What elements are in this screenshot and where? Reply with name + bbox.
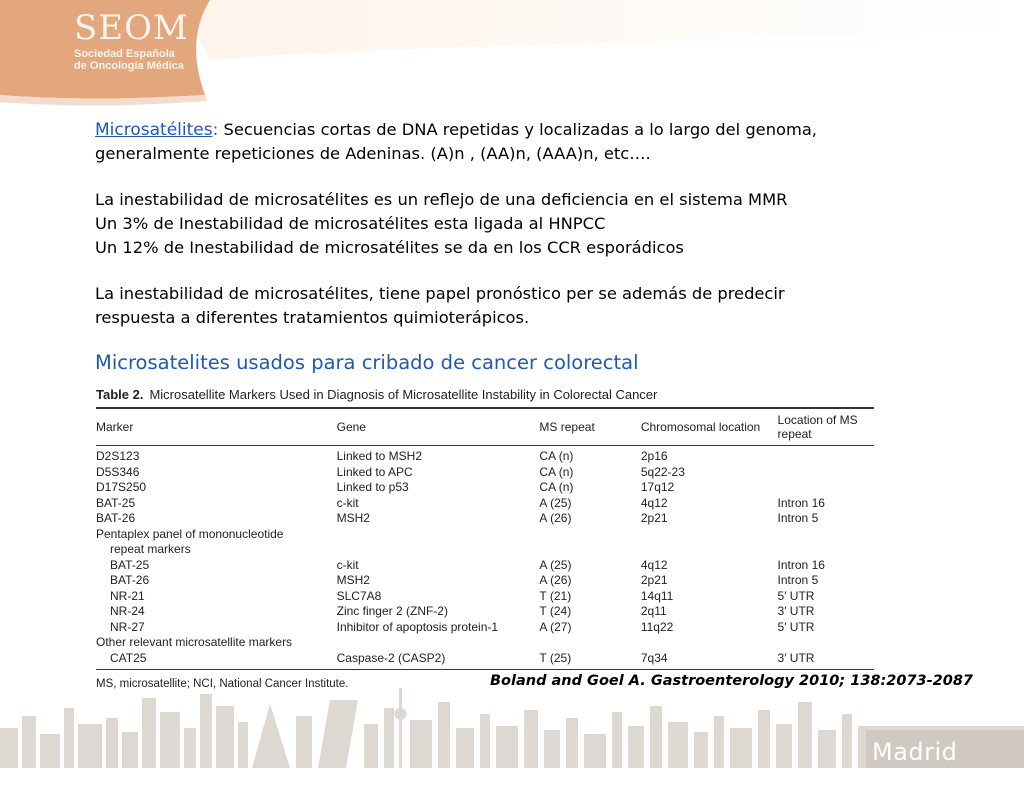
- spacer: [95, 260, 975, 282]
- cell-marker: D5S346: [96, 464, 140, 479]
- cell-marker: NR-24: [110, 604, 145, 618]
- cell-gene: c-kit: [336, 557, 359, 572]
- cell-chromosomal-location: 2q11: [640, 604, 667, 618]
- cell-ms-repeat: T (24): [539, 604, 572, 618]
- cell-location-ms-repeat: 3′ UTR: [778, 651, 874, 670]
- cell-chromosomal-location: 17q12: [640, 480, 675, 494]
- cell-marker: Other relevant microsatellite markers: [96, 635, 293, 649]
- cell-chromosomal-location: 2p21: [640, 511, 668, 525]
- cell-ms-repeat: CA (n): [539, 449, 574, 463]
- table-row: [96, 558, 874, 574]
- madrid-2010-label: [872, 738, 1024, 794]
- seom-logo: [74, 8, 189, 72]
- cell-location-ms-repeat: [778, 480, 874, 496]
- marker-table-figure: [96, 387, 874, 690]
- table-label: Table 2.: [96, 387, 144, 402]
- cell-marker: D2S123: [96, 449, 140, 463]
- cell-chromosomal-location: 2p21: [640, 573, 668, 587]
- cell-location-ms-repeat: Intron 16: [777, 495, 825, 510]
- definition-text-2: generalmente repeticiones de Adeninas. (A)n , (AA)n, (AAA)n, etc….: [95, 144, 651, 163]
- table-row: [96, 589, 874, 605]
- cell-ms-repeat: [539, 527, 640, 543]
- cell-location-ms-repeat: [778, 635, 874, 651]
- cell-marker: NR-21: [110, 588, 145, 603]
- definition-paragraph: [95, 118, 975, 142]
- table-row: [96, 651, 874, 670]
- cell-marker: repeat markers: [110, 542, 191, 556]
- prognosis-line1: La inestabilidad de microsatélites, tiene papel pronóstico per se además de predecir: [95, 284, 785, 303]
- table-row: [96, 542, 874, 558]
- table-row: [96, 604, 874, 620]
- cell-location-ms-repeat: 5′ UTR: [777, 588, 815, 603]
- cell-location-ms-repeat: [778, 527, 874, 543]
- cell-gene: [337, 527, 540, 543]
- table-body: [96, 446, 874, 670]
- cell-gene: Caspase-2 (CASP2): [337, 651, 540, 670]
- logo-subtitle-line2: de Oncología Médica: [74, 60, 185, 72]
- table-row: [96, 527, 874, 543]
- cell-gene: Linked to MSH2: [336, 449, 423, 463]
- header-location-ms-repeat: Location of MS repeat: [778, 408, 874, 446]
- madrid-skyline: [0, 688, 1024, 768]
- cell-gene: SLC7A8: [336, 588, 382, 603]
- cell-marker: NR-27: [110, 619, 145, 634]
- header-gene: Gene: [337, 408, 540, 446]
- cell-ms-repeat: A (25): [539, 495, 572, 510]
- cell-chromosomal-location: [641, 542, 778, 558]
- term-colon: :: [212, 120, 219, 140]
- header-ms-repeat: MS repeat: [539, 408, 640, 446]
- footer-city: Madrid: [872, 738, 958, 766]
- cell-ms-repeat: T (21): [539, 588, 572, 603]
- cell-chromosomal-location: [641, 527, 778, 543]
- cell-ms-repeat: [539, 635, 640, 651]
- cell-marker: BAT-25: [110, 557, 150, 572]
- table-row: [96, 480, 874, 496]
- table-caption-text: Microsatellite Markers Used in Diagnosis of Microsatellite Instability in Colorectal Cancer: [149, 387, 658, 402]
- cell-gene: [337, 542, 540, 558]
- cell-ms-repeat: CA (n): [539, 464, 574, 479]
- cell-gene: Linked to APC: [336, 464, 413, 479]
- cell-marker: BAT-26: [96, 511, 136, 525]
- definition-text: Secuencias cortas de DNA repetidas y localizadas a lo largo del genoma,: [218, 120, 817, 139]
- cell-chromosomal-location: 4q12: [640, 495, 668, 510]
- footer-year: 2010: [872, 766, 936, 794]
- prognosis-line2: respuesta a diferentes tratamientos quimioterápicos.: [95, 308, 530, 327]
- table-row: [96, 573, 874, 589]
- citation: Boland and Goel A. Gastroenterology 2010; 138:2073-2087: [490, 673, 974, 689]
- cell-chromosomal-location: [641, 635, 778, 651]
- cell-marker: BAT-25: [96, 495, 136, 510]
- header-marker: Marker: [96, 408, 337, 446]
- cell-marker: D17S250: [96, 480, 147, 494]
- cell-location-ms-repeat: Intron 5: [777, 573, 819, 587]
- point-ccr: Un 12% de Inestabilidad de microsatélites se da en los CCR esporádicos: [95, 238, 684, 257]
- section-subtitle: Microsatelites usados para cribado de cancer colorectal: [95, 351, 639, 374]
- cell-ms-repeat: T (25): [539, 651, 640, 670]
- logo-title: SEOM: [74, 8, 189, 48]
- cell-chromosomal-location: 2p16: [640, 449, 668, 463]
- cell-location-ms-repeat: Intron 16: [777, 557, 825, 572]
- cell-chromosomal-location: 5q22-23: [640, 464, 685, 479]
- cell-chromosomal-location: 14q11: [640, 588, 674, 603]
- cell-ms-repeat: A (25): [539, 557, 572, 572]
- slide-body: [95, 118, 975, 330]
- cell-marker: CAT25: [96, 651, 337, 670]
- cell-gene: MSH2: [336, 511, 370, 525]
- marker-table: [96, 407, 874, 670]
- header-chromosomal-location: Chromosomal location: [641, 408, 778, 446]
- term-microsatelites[interactable]: Microsatélites: [95, 120, 213, 140]
- point-hnpcc: Un 3% de Inestabilidad de microsatélites esta ligada al HNPCC: [95, 214, 606, 233]
- logo-subtitle-line1: Sociedad Española: [74, 48, 175, 60]
- table-row: [96, 496, 874, 512]
- cell-chromosomal-location: 4q12: [640, 557, 668, 572]
- cell-marker: BAT-26: [110, 573, 150, 587]
- spacer: [95, 166, 975, 188]
- cell-gene: Linked to p53: [336, 480, 409, 494]
- cell-ms-repeat: A (26): [539, 511, 572, 525]
- cell-ms-repeat: A (27): [539, 619, 572, 634]
- cell-gene: Inhibitor of apoptosis protein-1: [336, 619, 499, 634]
- logo-band-fade: [180, 0, 1024, 60]
- cell-gene: [337, 635, 540, 651]
- cell-ms-repeat: A (26): [539, 573, 572, 587]
- cell-location-ms-repeat: [778, 446, 874, 465]
- cell-ms-repeat: [539, 542, 640, 558]
- table-row: [96, 635, 874, 651]
- table-header-row: [96, 408, 874, 446]
- table-row: [96, 465, 874, 481]
- table-row: [96, 511, 874, 527]
- table-caption: [96, 387, 874, 402]
- cell-chromosomal-location: 7q34: [641, 651, 778, 670]
- cell-gene: MSH2: [336, 573, 370, 587]
- cell-gene: Zinc finger 2 (ZNF-2): [336, 604, 448, 618]
- cell-location-ms-repeat: Intron 5: [777, 511, 819, 525]
- cell-marker: Pentaplex panel of mononucleotide: [96, 526, 284, 541]
- cell-chromosomal-location: 11q22: [640, 619, 674, 634]
- cell-gene: c-kit: [336, 495, 359, 510]
- cell-location-ms-repeat: [778, 542, 874, 558]
- table-row: [96, 620, 874, 636]
- point-mmr: La inestabilidad de microsatélites es un reflejo de una deficiencia en el sistema MMR: [95, 190, 788, 209]
- table-row: [96, 446, 874, 465]
- cell-ms-repeat: CA (n): [539, 480, 574, 494]
- table-footnote: MS, microsatellite; NCI, National Cancer Institute.: [96, 678, 349, 690]
- cell-location-ms-repeat: [778, 465, 874, 481]
- cell-location-ms-repeat: 3′ UTR: [777, 604, 815, 618]
- cell-location-ms-repeat: 5′ UTR: [777, 619, 815, 634]
